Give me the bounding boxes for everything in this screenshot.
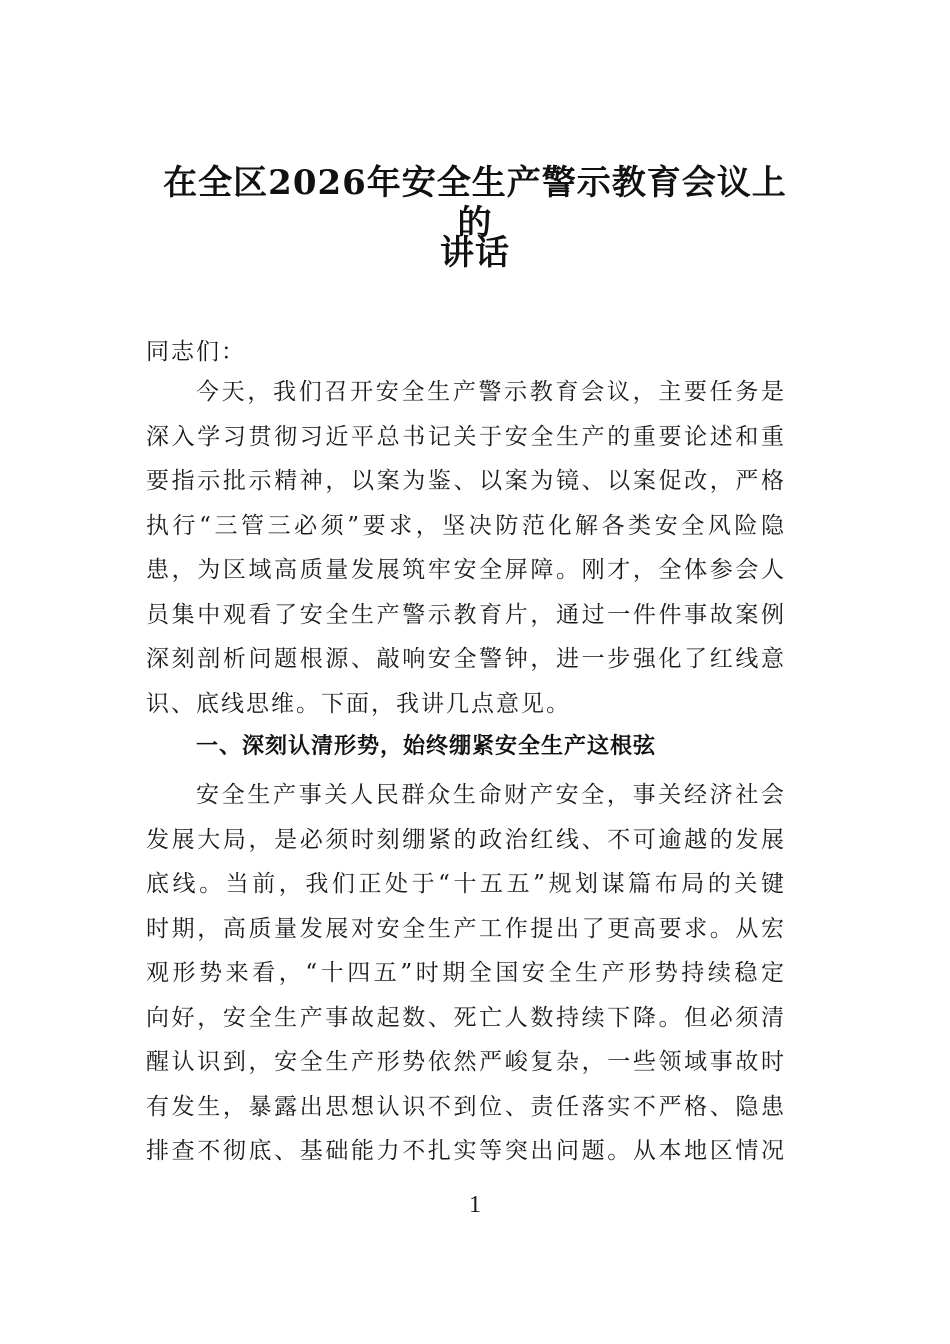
paragraph-1-line: 患，为区域高质量发展筑牢安全屏障。刚才，全体参会人	[146, 557, 786, 583]
paragraph-1-line: 深刻剖析问题根源、敲响安全警钟，进一步强化了红线意	[146, 646, 786, 672]
paragraph-2-line: 时期，高质量发展对安全生产工作提出了更高要求。从宏	[146, 915, 786, 942]
paragraph-1-line: 识、底线思维。下面，我讲几点意见。	[146, 690, 571, 717]
paragraph-1-line: 员集中观看了安全生产警示教育片，通过一件件事故案例	[146, 601, 786, 628]
paragraph-2-line: 底线。当前，我们正处于“十五五”规划谋篇布局的关键	[146, 871, 786, 897]
paragraph-2-line: 醒认识到，安全生产形势依然严峻复杂，一些领域事故时	[146, 1049, 786, 1075]
paragraph-1	[146, 370, 786, 726]
paragraph-2-line: 有发生，暴露出思想认识不到位、责任落实不严格、隐患	[146, 1093, 786, 1120]
salutation: 同志们：	[146, 339, 246, 365]
document-title-line-1: 在全区2026年安全生产警示教育会议上的	[163, 163, 787, 243]
paragraph-2-line: 安全生产事关人民群众生命财产安全，事关经济社会	[196, 782, 786, 808]
paragraph-1-line: 执行“三管三必须”要求，坚决防范化解各类安全风险隐	[146, 512, 786, 539]
paragraph-2	[146, 773, 786, 1174]
paragraph-2-line: 发展大局，是必须时刻绷紧的政治红线、不可逾越的发展	[146, 826, 786, 853]
paragraph-1-line: 今天，我们召开安全生产警示教育会议，主要任务是	[196, 379, 786, 405]
paragraph-1-line: 深入学习贯彻习近平总书记关于安全生产的重要论述和重	[146, 423, 786, 450]
paragraph-2-line: 排查不彻底、基础能力不扎实等突出问题。从本地区情况	[146, 1138, 786, 1164]
document-title-line-2: 讲话	[440, 233, 510, 273]
page-number: 1	[469, 1192, 481, 1218]
paragraph-1-line: 要指示批示精神，以案为鉴、以案为镜、以案促改，严格	[146, 468, 786, 494]
paragraph-2-line: 向好，安全生产事故起数、死亡人数持续下降。但必须清	[146, 1004, 786, 1031]
section-1-heading: 一、深刻认清形势，始终绷紧安全生产这根弦	[196, 734, 657, 759]
paragraph-2-line: 观形势来看，“十四五”时期全国安全生产形势持续稳定	[146, 960, 786, 986]
